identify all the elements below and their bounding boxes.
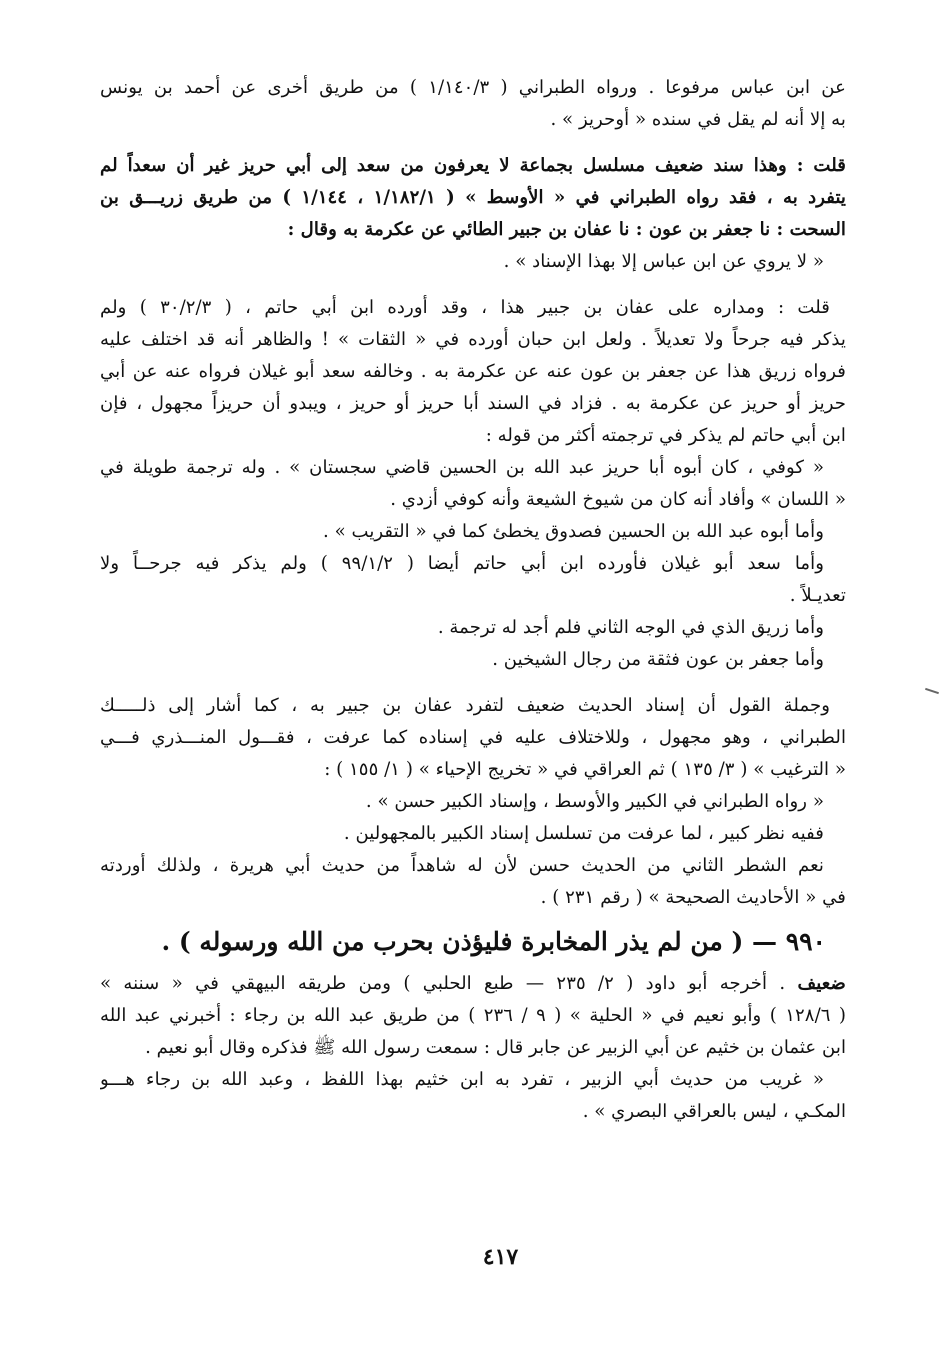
text-line: السحت : نا جعفر بن عون : نا عفان بن جبير الطائي عن عكرمة به وقال : <box>287 219 846 240</box>
quote-line: « غريب من حديث أبي الزبير ، تفرد به ابن خثيم بهذا اللفظ ، وعبد الله بن رجاء هـــو <box>100 1069 824 1090</box>
text-segment: . أخرجه أبو داود ( ٢/ ٢٣٥ — طبع الحلبي ) ومن طريقه البيهقي في « سننه » <box>100 973 786 994</box>
text-line: ابن أبي حاتم لم يذكر في ترجمته أكثر من قوله : <box>485 425 846 446</box>
text-line: به إلا أنه لم يقل في سنده « أوحريز » . <box>550 109 846 130</box>
grade-label: ضعيف <box>797 973 846 994</box>
text-line: يذكر فيه جرحاً ولا تعديلاً . ولعل ابن حبان أورده في « الثقات » ! والظاهر أنه قد اختلف عليه <box>100 329 846 350</box>
text-line: يتفرد به ، فقد رواه الطبراني في « الأوسط » ( ١/١٨٢/١ ، ١/١٤٤ ) من طريق زريـــق بن <box>100 187 846 208</box>
text-line: قلت : وهذا سند ضعيف مسلسل بجماعة لا يعرفون من سعد إلى أبي حريز غير أن سعداً لم <box>100 155 846 176</box>
text-line: المكـي ، ليس بالعراقي البصري » . <box>582 1101 846 1122</box>
quote-line: « كوفي ، كان أبوه أبا حريز عبد الله بن الحسين قاضي سجستان » . وله ترجمة طويلة في <box>100 457 824 478</box>
page-number: ٤١٧ <box>482 1244 519 1270</box>
text-line: قلت : ومداره على عفان بن جبير هذا ، وقد أورده ابن أبي حاتم ، ( ٣٠/٢/٣ ) ولم <box>100 297 830 318</box>
text-line: ففيه نظر كبير ، لما عرفت من تسلسل إسناد الكبير بالمجهولين . <box>343 823 824 844</box>
text-line: « الترغيب » ( ٣/ ١٣٥ ) ثم العراقي في « تخريج الإحياء » ( ١/ ١٥٥ ) : <box>324 759 846 780</box>
text-line: تعديـلاً . <box>789 585 846 606</box>
scan-edge-mark <box>925 688 939 694</box>
text-line: حريز أو حريز عن عكرمة به . فزاد في السند أبا حريز أو حريز ، ويبدو أن حريزاً مجهول ، فإن <box>100 393 846 414</box>
text-line: نعم الشطر الثاني من الحديث حسن لأن له شاهداً من حديث أبي هريرة ، ولذلك أوردته <box>100 855 824 876</box>
text-line: وأما أبوه عبد الله بن الحسين فصدوق يخطئ كما في « التقريب » . <box>323 521 824 542</box>
text-line <box>100 968 846 1000</box>
hadith-heading: ٩٩٠ — ( من لم يذر المخابرة فليؤذن بحرب من الله ورسوله ) . <box>161 927 826 956</box>
text-line: ( ١٢٨/٦ ) وأبو نعيم في « الحلية » ( ٩ / ٢٣٦ ) من طريق عبد الله بن رجاء : أخبرني عبد الله <box>100 1005 846 1026</box>
text-line: « اللسان » وأفاد أنه كان من شيوخ الشيعة وأنه كوفي أزدي . <box>390 489 846 510</box>
quote-line: « لا يروي عن ابن عباس إلا بهذا الإسناد » . <box>503 251 824 272</box>
text-line: وأما زريق الذي في الوجه الثاني فلم أجد له ترجمة . <box>437 617 824 638</box>
text-line: عن ابن عباس مرفوعا . ورواه الطبراني ( ١/١٤٠/٣ ) من طريق أخرى عن أحمد بن يونس <box>100 77 846 98</box>
text-line: وأما سعد أبو غيلان فأورده ابن أبي حاتم أيضا ( ٩٩/١/٢ ) ولم يذكر فيه جرحــاً ولا <box>100 553 824 574</box>
text-line: الطبراني ، وهو مجهول ، وللاختلاف عليه في إسناده كما عرفت ، فقـــول المنـــذري فـــي <box>100 727 846 748</box>
text-line: فرواه زريق هذا عن جعفر بن عون عنه عن عكرمة به . وخالفه سعد أبو غيلان فرواه عنه عن أبي <box>100 361 846 382</box>
text-line: وأما جعفر بن عون فثقة من رجال الشيخين . <box>492 649 824 670</box>
quote-line: « رواه الطبراني في الكبير والأوسط ، وإسناد الكبير حسن » . <box>365 791 824 812</box>
text-line: ابن عثمان بن خثيم عن أبي الزبير عن جابر قال : سمعت رسول الله ﷺ فذكره وقال أبو نعيم . <box>145 1037 846 1058</box>
text-line: وجملة القول أن إسناد الحديث ضعيف لتفرد عفان بن جبير به ، كما أشار إلى ذلـــــك <box>100 695 830 716</box>
document-page <box>100 72 846 1128</box>
text-line: في « الأحاديث الصحيحة » ( رقم ٢٣١ ) . <box>540 887 846 908</box>
